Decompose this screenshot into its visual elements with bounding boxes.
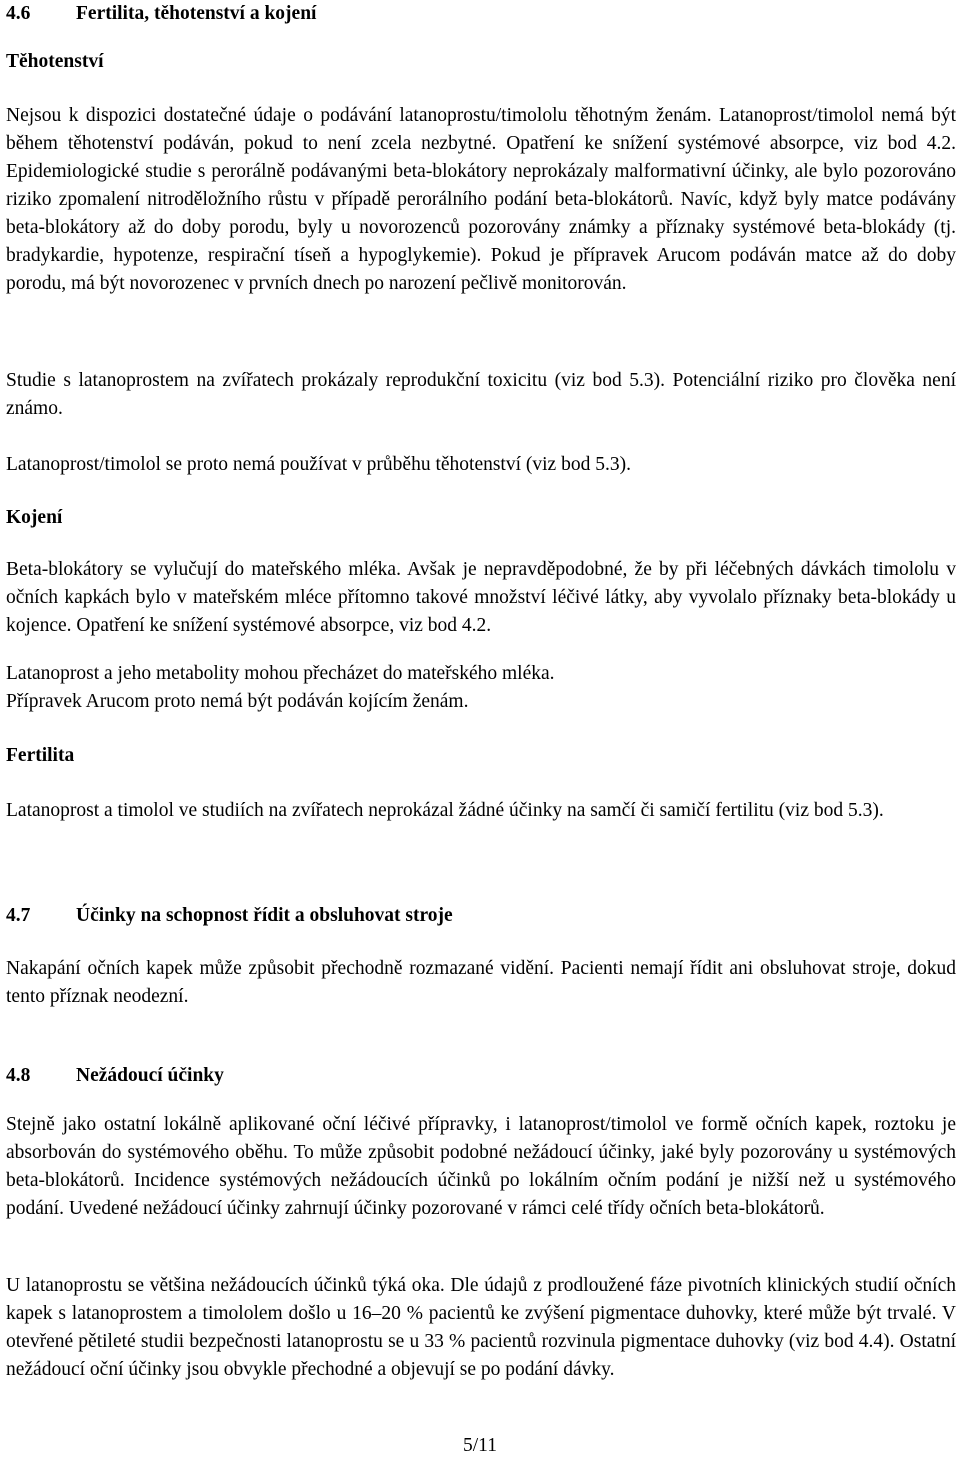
section-4-7-heading: [6, 902, 453, 930]
section-4-6-heading: [6, 0, 316, 28]
driving-paragraph: Nakapání očních kapek může způsobit přechodně rozmazané vidění. Pacienti nemají řídit ani obsluhovat stroje, dokud tento příznak neodezní.: [6, 958, 956, 1007]
section-title: Nežádoucí účinky: [76, 1065, 224, 1086]
pregnancy-paragraph-3: Latanoprost/timolol se proto nemá používat v průběhu těhotenství (viz bod 5.3).: [6, 454, 631, 475]
adverse-effects-paragraph-2: U latanoprostu se většina nežádoucích účinků týká oka. Dle údajů z prodloužené fáze pivotních klinických studií očních kapek s latanoprostem a timololem došlo u 16–20 % pacientů ke zvýšení pigmentace duhovky, které může být trvalé. V otevřené pětileté studii bezpečnosti latanoprostu se u 33 % pacientů rozvinula pigmentace duhovky (viz bod 4.4). Ostatní nežádoucí oční účinky jsou obvykle přechodné a objevují se po podání dávky.: [6, 1275, 956, 1380]
lactation-paragraph-1: Beta-blokátory se vylučují do mateřského mléka. Avšak je nepravděpodobné, že by při léčebných dávkách timololu v očních kapkách bylo v mateřském mléce přítomno takové množství léčivé látky, aby vyvolalo příznaky beta-blokády u kojence. Opatření ke snížení systémové absorpce, viz bod 4.2.: [6, 559, 956, 636]
section-title: Fertilita, těhotenství a kojení: [76, 3, 317, 24]
fertility-paragraph: Latanoprost a timolol ve studiích na zvířatech neprokázal žádné účinky na samčí či samičí fertilitu (viz bod 5.3).: [6, 800, 884, 821]
section-number: 4.6: [6, 3, 31, 24]
adverse-effects-paragraph-1: Stejně jako ostatní lokálně aplikované oční léčivé přípravky, i latanoprost/timolol ve formě očních kapek, roztoku je absorbován do systémového oběhu. To může způsobit podobné nežádoucí účinky, jaké byly pozorovány u systémových beta-blokátorů. Incidence systémových nežádoucích účinků po lokálním očním podání je nižší než u systémového podání. Uvedené nežádoucí účinky zahrnují účinky pozorované v rámci celé třídy očních beta-blokátorů.: [6, 1114, 956, 1219]
section-title: Účinky na schopnost řídit a obsluhovat stroje: [76, 905, 453, 926]
section-number: 4.8: [6, 1065, 31, 1086]
lactation-line-2: Přípravek Arucom proto nemá být podáván kojícím ženám.: [6, 691, 469, 712]
fertility-heading: Fertilita: [6, 745, 75, 766]
section-4-8-heading: [6, 1062, 224, 1090]
lactation-line-1: Latanoprost a jeho metabolity mohou přecházet do mateřského mléka.: [6, 663, 555, 684]
lactation-heading: Kojení: [6, 507, 63, 528]
section-number: 4.7: [6, 905, 31, 926]
page-number: 5/11: [463, 1435, 497, 1456]
lactation-paragraph-2: [6, 660, 956, 716]
pregnancy-heading: Těhotenství: [6, 51, 104, 72]
pregnancy-paragraph-1: Nejsou k dispozici dostatečné údaje o podávání latanoprostu/timololu těhotným ženám. Latanoprost/timolol nemá být během těhotenství podáván, pokud to není zcela nezbytné. Opatření ke snížení systémové absorpce, viz bod 4.2. Epidemiologické studie s perorálně podávanými beta-blokátory neprokázaly malformativní účinky, ale bylo pozorováno riziko zpomalení nitroděložního růstu v případě perorálního podání beta-blokátorů. Navíc, když byly matce podávány beta-blokátory až do doby porodu, byly u novorozenců pozorovány známky a příznaky systémové beta-blokády (tj. bradykardie, hypotenze, respirační tíseň a hypoglykemie). Pokud je přípravek Arucom podáván matce až do doby porodu, má být novorozenec v prvních dnech po narození pečlivě monitorován.: [6, 105, 956, 294]
pregnancy-paragraph-2: Studie s latanoprostem na zvířatech prokázaly reprodukční toxicitu (viz bod 5.3). Potenciální riziko pro člověka není známo.: [6, 370, 956, 419]
